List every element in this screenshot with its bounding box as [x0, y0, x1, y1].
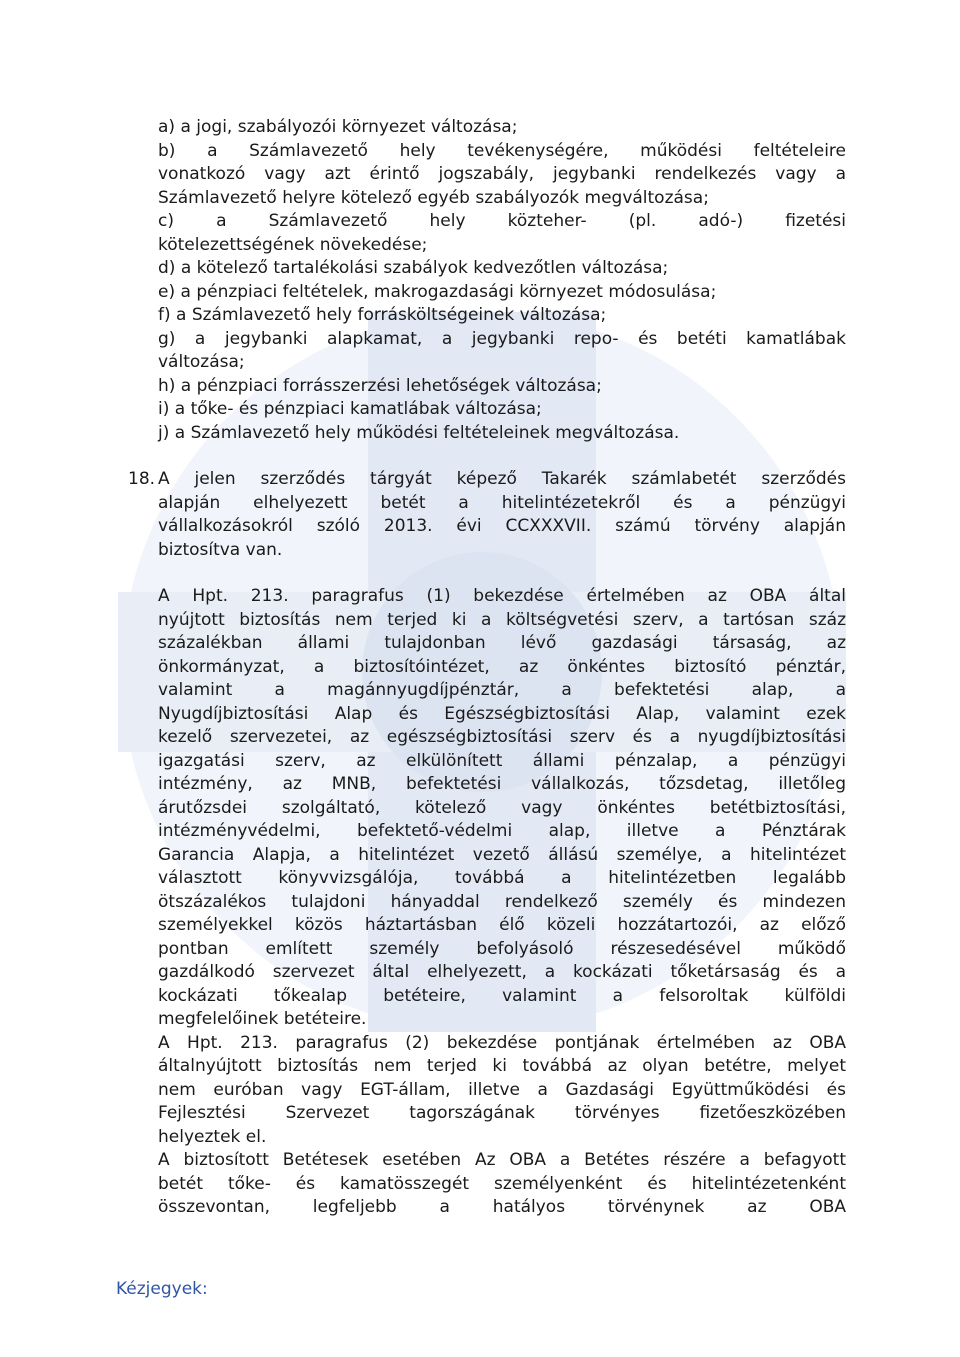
paragraph-line: Fejlesztési Szervezet tagországának törvényes fizetőeszközében [158, 1103, 846, 1123]
paragraph-line: nem euróban vagy EGT-állam, illetve a Gazdasági Együttműködési és [158, 1079, 846, 1100]
paragraph-line: általnyújtott biztosítás nem terjed ki továbbá az olyan betétre, melyet [158, 1056, 846, 1076]
condition-list [158, 116, 846, 445]
paragraph-line: intézményvédelmi, befektető-védelmi alap, illetve a Pénztárak [158, 821, 846, 841]
paragraph-line: valamint a magánnyugdíjpénztár, a befektetési alap, a [158, 680, 846, 700]
list-item-line: h) a pénzpiaci forrásszerzési lehetőségek változása; [158, 375, 602, 396]
list-item-line: c) a Számlavezető hely közteher- (pl. adó-) fizetési [158, 211, 846, 231]
paragraph-line: kezelő szervezetei, az egészségbiztosítási szerv és a nyugdíjbiztosítási [158, 727, 846, 747]
paragraph-line: önkormányzat, a biztosítóintézet, az önkéntes biztosító pénztár, [158, 656, 846, 677]
section-text [158, 468, 846, 562]
list-item [158, 398, 846, 422]
list-item-line: b) a Számlavezető hely tevékenységére, működési feltételeire [158, 140, 846, 161]
list-item-line: változása; [158, 352, 245, 372]
list-item-line: e) a pénzpiaci feltételek, makrogazdasági környezet módosulása; [158, 281, 717, 302]
section-line: vállalkozásokról szóló 2013. évi CCXXXVII. számú törvény alapján [158, 516, 846, 536]
paragraph-line: személyekkel közös háztartásban élő közeli hozzátartozói, az előző [158, 915, 846, 935]
paragraph-line: igazgatási szerv, az elkülönített állami pénzalap, a pénzügyi [158, 750, 846, 771]
section-18 [128, 468, 846, 562]
paragraph-line: ötszázalékos tulajdoni hányaddal rendelkező személy és mindezen [158, 891, 846, 912]
section-line: alapján elhelyezett betét a hitelintézetekről és a pénzügyi [158, 492, 846, 513]
paragraph-line: Garancia Alapja, a hitelintézet vezető állású személye, a hitelintézet [158, 844, 846, 865]
list-item [158, 210, 846, 257]
paragraph-line: intézmény, az MNB, befektetési vállalkozás, tőzsdetag, illetőleg [158, 774, 846, 794]
list-item-line: j) a Számlavezető hely működési feltételeinek megváltozása. [158, 422, 680, 443]
paragraph-line: betét tőke- és kamatösszegét személyenként és hitelintézetenként [158, 1173, 846, 1194]
paragraph-line: nyújtott biztosítás nem terjed ki a költségvetési szerv, a tartósan száz [158, 609, 846, 630]
list-item-line: Számlavezető helyre kötelező egyéb szabályozók megváltozása; [158, 187, 709, 208]
list-item-line: i) a tőke- és pénzpiaci kamatlábak változása; [158, 399, 542, 419]
paragraph-line: kockázati tőkealap betéteire, valamint a felsoroltak külföldi [158, 985, 846, 1006]
list-item-line: g) a jegybanki alapkamat, a jegybanki repo- és betéti kamatlábak [158, 328, 846, 349]
list-item [158, 140, 846, 211]
paragraph-line: árutőzsdei szolgáltató, kötelező vagy önkéntes betétbiztosítási, [158, 797, 846, 818]
paragraph-obligations [158, 585, 846, 1032]
list-item [158, 281, 846, 305]
document-body [128, 116, 846, 1220]
list-item-line: vonatkozó vagy azt érintő jogszabály, jegybanki rendelkezés vagy a [158, 164, 846, 184]
list-item-line: d) a kötelező tartalékolási szabályok kedvezőtlen változása; [158, 258, 669, 278]
paragraph-line: A Hpt. 213. paragrafus (2) bekezdése pontjának értelmében az OBA [158, 1032, 846, 1053]
list-item-line: f) a Számlavezető hely forrásköltségeinek változása; [158, 305, 607, 325]
list-item [158, 257, 846, 281]
footer-initials-label: Kézjegyek: [116, 1279, 208, 1299]
paragraph-line: A biztosított Betétesek esetében Az OBA a Betétes részére a befagyott [158, 1150, 846, 1170]
paragraph-line: gazdálkodó szervezet által elhelyezett, a kockázati tőketársaság és a [158, 962, 846, 982]
list-item-line: a) a jogi, szabályozói környezet változása; [158, 117, 518, 137]
section-line: A jelen szerződés tárgyát képező Takarék számlabetét szerződés [158, 469, 846, 489]
paragraph-payout [158, 1149, 846, 1220]
paragraph-line: összevontan, legfeljebb a hatályos törvénynek az OBA [158, 1197, 846, 1217]
list-item [158, 422, 846, 446]
list-item [158, 304, 846, 328]
paragraph-line: helyeztek el. [158, 1126, 267, 1147]
section-number: 18. [128, 469, 156, 489]
list-item [158, 116, 846, 140]
paragraph-line: százalékban állami tulajdonban lévő gazdasági társaság, az [158, 633, 846, 653]
paragraph-line: A Hpt. 213. paragrafus (1) bekezdése értelmében az OBA által [158, 586, 846, 606]
paragraph-line: választott könyvvizsgálója, továbbá a hitelintézetben legalább [158, 868, 846, 888]
paragraph-line: megfelelőinek betéteire. [158, 1009, 367, 1029]
section-line: biztosítva van. [158, 539, 283, 560]
paragraph-exclusions [158, 1032, 846, 1150]
paragraph-line: Nyugdíjbiztosítási Alap és Egészségbiztosítási Alap, valamint ezek [158, 703, 846, 724]
list-item [158, 375, 846, 399]
list-item-line: kötelezettségének növekedése; [158, 234, 428, 255]
paragraph-line: pontban említett személy befolyásoló részesedésével működő [158, 938, 846, 959]
list-item [158, 328, 846, 375]
